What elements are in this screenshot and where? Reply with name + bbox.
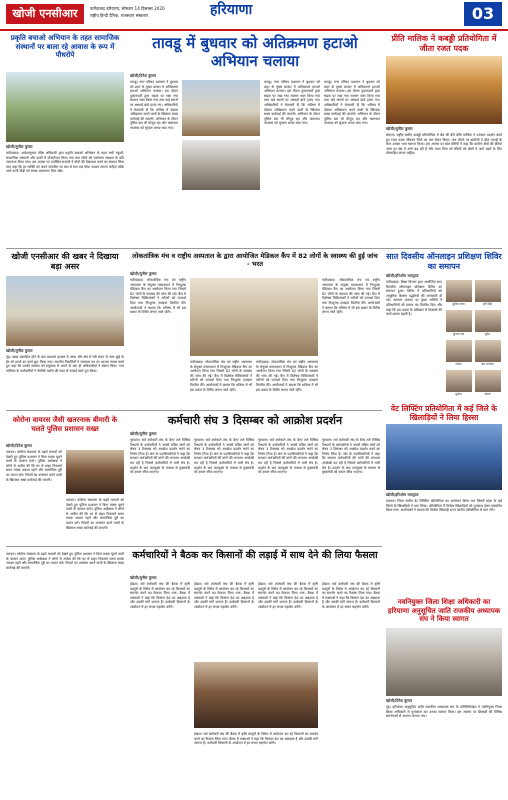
medical-camp-body-col2: फरीदाबाद। लोकतांत्रिक मंच एवं राष्ट्रीय अस्पताल के संयुक्त तत्वावधान में निःशुल्क मेडिकल कैंप का आयोजन किया गया जिसमें 82 लोगों के स्वास्थ्य की जांच की गई। कैंप में विशेषज्ञ चिकित्सकों ने मरीजों को परामर्श दिया तथा निःशुल्क दवाइयां वितरित कीं। आयोजकों ने बताया कि भविष्य में भी इस प्रकार के शिविर लगाए जाते रहेंगे।: [190, 360, 252, 392]
lead-body-col3: तावडू। नगर परिषद प्रशासन ने बुधवार को शहर के मुख्य बाजार में अतिक्रमण हटाओ अभियान चलाया। इस दौरान दुकानदारों द्वारा सड़क पर रखा गया सामान जब्त किया गया तथा कई स्थानों पर अस्थाई ढांचे हटाए गए। अधिकारियों ने चेतावनी दी कि भविष्य में दोबारा अतिक्रमण करने वालों के खिलाफ सख्त कार्रवाई की जाएगी। अभियान के दौरान पुलिस बल भी मौजूद रहा और यातायात व्यवस्था को सुचारू बनाए रखा गया।: [324, 80, 380, 126]
employees-byline: खोजी/सुनील कुमार: [130, 431, 157, 436]
covid-body-col1: पलवल। कोरोना संक्रमण के बढ़ते मामलों को देखते हुए पुलिस प्रशासन ने बिना मास्क घूमने वालों के चालान काटे। पुलिस अधीक्षक ने लोगों से अपील की कि घर से बाहर निकलते समय मास्क अवश्य पहनें और सामाजिक दूरी का पालन करें। नियमों का उल्लंघन करने वालों के खिलाफ सख्त कार्रवाई की जाएगी।: [6, 450, 62, 482]
farmers-byline: खोजी/सुनील कुमार: [130, 575, 157, 580]
vet-lifting-photo: [386, 424, 502, 490]
mid-left-headline: खोजी एनसीआर की खबर ने दिखाया बड़ा असर: [11, 252, 119, 271]
top-left-photo: [6, 72, 124, 142]
mid-left-photo: [6, 276, 124, 346]
portrait-photo: [475, 310, 501, 332]
portrait-name: राजेश: [455, 362, 462, 366]
farmers-body-col4: होडल। सर्व कर्मचारी संघ की बैठक में कृषि कानूनों के विरोध में आंदोलन कर रहे किसानों का समर्थन करने का फैसला लिया गया। बैठक में वक्ताओं ने कहा कि किसान देश का अन्नदाता है और उसकी मांगें जायज हैं। कर्मचारी किसानों के आंदोलन में हर संभव सहयोग करेंगे।: [258, 582, 318, 609]
masthead-rule: [0, 29, 508, 31]
portrait-name: सुनील राणा: [452, 302, 465, 306]
farmers-photo: [194, 662, 318, 728]
masthead-edition: राष्ट्रीय हिन्दी दैनिक, राजस्थान संस्करण: [90, 13, 149, 18]
mid-left-byline: खोजी/सुनील कुमार: [6, 348, 33, 353]
portrait-name: सुरेश: [484, 332, 491, 336]
lead-body-col1: तावडू। नगर परिषद प्रशासन ने बुधवार को शहर के मुख्य बाजार में अतिक्रमण हटाओ अभियान चलाया। इस दौरान दुकानदारों द्वारा सड़क पर रखा गया सामान जब्त किया गया तथा कई स्थानों पर अस्थाई ढांचे हटाए गए। अधिकारियों ने चेतावनी दी कि भविष्य में दोबारा अतिक्रमण करने वालों के खिलाफ सख्त कार्रवाई की जाएगी। अभियान के दौरान पुलिस बल भी मौजूद रहा और यातायात व्यवस्था को सुचारू बनाए रखा गया।: [130, 80, 178, 130]
portrait-name: मुकेश: [455, 392, 462, 396]
portrait-photo: [475, 340, 501, 362]
top-left-headline: प्रकृति बचाओ अभियान के तहत सामाजिक संस्थानों पर बाला रहे आवास के रूप में पौधरोपे: [10, 34, 120, 59]
portrait-name: जय भगवान: [481, 362, 494, 366]
covid-headline: कोरोना वायरस जैसी खतरनाक बीमारी के चलते पुलिस प्रशासन सख्त: [12, 416, 118, 433]
bottom-left-body: पलवल। कोरोना संक्रमण के बढ़ते मामलों को देखते हुए पुलिस प्रशासन ने बिना मास्क घूमने वालों के चालान काटे। पुलिस अधीक्षक ने लोगों से अपील की कि घर से बाहर निकलते समय मास्क अवश्य पहनें और सामाजिक दूरी का पालन करें। नियमों का उल्लंघन करने वालों के खिलाफ सख्त कार्रवाई की जाएगी।: [6, 552, 124, 570]
top-left-body: फरीदाबाद। आदेशानुसार वरिष्ठ अधिकारी द्वारा प्रकृति बचाओ अभियान के तहत सभी स्कूलों, सामाजिक संस्थानों और पार्कों में पौधारोपण किया गया तथा लोगों को पर्यावरण संरक्षण के प्रति जागरूक किया गया। इस अवसर पर उपस्थित सदस्यों ने पौधों की देखभाल करने का संकल्प लिया तथा कहा कि हर व्यक्ति को अपने जन्मदिन पर कम से कम एक पौधा अवश्य लगाना चाहिए ताकि आने वाली पीढ़ी को स्वच्छ वातावरण मिल सके।: [6, 151, 124, 174]
right-top-photo: [386, 56, 502, 124]
medical-camp-body-col4: फरीदाबाद। लोकतांत्रिक मंच एवं राष्ट्रीय अस्पताल के संयुक्त तत्वावधान में निःशुल्क मेडिकल कैंप का आयोजन किया गया जिसमें 82 लोगों के स्वास्थ्य की जांच की गई। कैंप में विशेषज्ञ चिकित्सकों ने मरीजों को परामर्श दिया तथा निःशुल्क दवाइयां वितरित कीं। आयोजकों ने बताया कि भविष्य में भी इस प्रकार के शिविर लगाए जाते रहेंगे।: [322, 278, 380, 315]
divider-2: [6, 410, 382, 411]
section-title: हरियाणा: [210, 2, 253, 18]
portrait-photo: [446, 310, 472, 332]
lead-body-col2: तावडू। नगर परिषद प्रशासन ने बुधवार को शहर के मुख्य बाजार में अतिक्रमण हटाओ अभियान चलाया। इस दौरान दुकानदारों द्वारा सड़क पर रखा गया सामान जब्त किया गया तथा कई स्थानों पर अस्थाई ढांचे हटाए गए। अधिकारियों ने चेतावनी दी कि भविष्य में दोबारा अतिक्रमण करने वालों के खिलाफ सख्त कार्रवाई की जाएगी। अभियान के दौरान पुलिस बल भी मौजूद रहा और यातायात व्यवस्था को सुचारू बनाए रखा गया।: [264, 80, 320, 126]
vet-lifting-body: पलवल। जिला स्तरीय वेट लिफ्टिंग प्रतियोगिता का आयोजन किया गया जिसमें प्रदेश के कई जिलों के खिलाड़ियों ने भाग लिया। प्रतियोगिता में विजेता खिलाड़ियों को पुरस्कार देकर सम्मानित किया गया। आयोजकों ने बताया कि विजेता खिलाड़ी राज्य स्तरीय प्रतियोगिता में भाग लेंगे।: [386, 499, 502, 513]
vet-lifting-byline: खोजी/हरिओम भारद्वाज: [386, 492, 419, 497]
top-left-byline: खोजी/सुनील कुमार: [6, 144, 33, 149]
mid-left-body: नूंह। खबर प्रकाशित होने के बाद प्रशासन हरकत में आया और क्षेत्र में लंबे समय से जमा कूड़े के ढेर को हटाने का कार्य शुरू किया गया। स्थानीय निवासियों ने समाचार पत्र का आभार व्यक्त करते हुए कहा कि उनकी समस्या को प्रमुखता से उठाने के बाद ही अधिकारियों ने संज्ञान लिया। नगर पालिका के कर्मचारियों ने जेसीबी मशीन की मदद से सफाई कार्य पूरा किया।: [6, 355, 124, 373]
brand-logo: खोजी एनसीआर: [6, 4, 84, 24]
right-top-headline: प्रीति मालिक ने कबड्डी प्रतियोगिता में जीता रजत पदक: [391, 34, 497, 53]
portrait-photo: [475, 370, 501, 392]
medical-camp-body-col1: फरीदाबाद। लोकतांत्रिक मंच एवं राष्ट्रीय अस्पताल के संयुक्त तत्वावधान में निःशुल्क मेडिकल कैंप का आयोजन किया गया जिसमें 82 लोगों के स्वास्थ्य की जांच की गई। कैंप में विशेषज्ञ चिकित्सकों ने मरीजों को परामर्श दिया तथा निःशुल्क दवाइयां वितरित कीं। आयोजकों ने बताया कि भविष्य में भी इस प्रकार के शिविर लगाए जाते रहेंगे।: [130, 278, 186, 315]
education-officer-body: नूंह। हरियाणा अनुसूचित जाति राजकीय अध्यापक संघ के प्रतिनिधिमंडल ने नवनियुक्त जिला शिक्षा अधिकारी से मुलाकात कर उनका स्वागत किया। इस अवसर पर शिक्षकों की विभिन्न समस्याओं से अवगत कराया गया।: [386, 705, 502, 719]
portrait-name: हरि सिंह: [483, 302, 492, 306]
employees-headline: कर्मचारी संघ 3 दिसम्बर को आक्रोश प्रदर्शन: [167, 414, 343, 427]
portrait-photo: [446, 280, 472, 302]
portrait-photo: [446, 340, 472, 362]
medical-camp-byline: खोजी/सुनील कुमार: [130, 271, 157, 276]
lead-photo-1: [182, 80, 260, 136]
training-byline: खोजी/हरिओम भारद्वाज: [386, 273, 419, 278]
portrait-name: संजय: [484, 392, 491, 396]
farmers-body-col2: होडल। सर्व कर्मचारी संघ की बैठक में कृषि कानूनों के विरोध में आंदोलन कर रहे किसानों का समर्थन करने का फैसला लिया गया। बैठक में वक्ताओं ने कहा कि किसान देश का अन्नदाता है और उसकी मांगें जायज हैं। कर्मचारी किसानों के आंदोलन में हर संभव सहयोग करेंगे।: [194, 582, 254, 609]
farmers-body-col5: होडल। सर्व कर्मचारी संघ की बैठक में कृषि कानूनों के विरोध में आंदोलन कर रहे किसानों का समर्थन करने का फैसला लिया गया। बैठक में वक्ताओं ने कहा कि किसान देश का अन्नदाता है और उसकी मांगें जायज हैं। कर्मचारी किसानों के आंदोलन में हर संभव सहयोग करेंगे।: [322, 582, 380, 609]
masthead: [0, 0, 508, 30]
lead-photo-2: [182, 140, 260, 190]
covid-photo: [66, 450, 124, 494]
farmers-headline: कर्मचारियों ने बैठक कर किसानों की लड़ाई में साथ देने की लिया फैसला: [132, 550, 378, 561]
portrait-name: सुभाष चंद: [452, 332, 465, 336]
divider-1: [6, 248, 502, 249]
employees-body-col1: गुरुग्राम। सर्व कर्मचारी संघ के बैनर तले विभिन्न विभागों के कर्मचारियों ने अपनी लंबित मांगों को लेकर 3 दिसम्बर को आक्रोश प्रदर्शन करने का निर्णय लिया है। संघ के पदाधिकारियों ने कहा कि सरकार कर्मचारियों की मांगों की लगातार अनदेखी कर रही है जिससे कर्मचारियों में भारी रोष है। प्रदर्शन के बाद उपायुक्त के माध्यम से मुख्यमंत्री को ज्ञापन सौंपा जाएगा।: [130, 438, 190, 475]
right-top-byline: खोजी/सुनील कुमार: [386, 126, 413, 131]
farmers-body-col1: होडल। सर्व कर्मचारी संघ की बैठक में कृषि कानूनों के विरोध में आंदोलन कर रहे किसानों का समर्थन करने का फैसला लिया गया। बैठक में वक्ताओं ने कहा कि किसान देश का अन्नदाता है और उसकी मांगें जायज हैं। कर्मचारी किसानों के आंदोलन में हर संभव सहयोग करेंगे।: [130, 582, 190, 609]
education-officer-photo: [386, 628, 502, 696]
farmers-body-col3: होडल। सर्व कर्मचारी संघ की बैठक में कृषि कानूनों के विरोध में आंदोलन कर रहे किसानों का समर्थन करने का फैसला लिया गया। बैठक में वक्ताओं ने कहा कि किसान देश का अन्नदाता है और उसकी मांगें जायज हैं। कर्मचारी किसानों के आंदोलन में हर संभव सहयोग करेंगे।: [194, 732, 318, 746]
medical-camp-headline: लोकतांत्रिक मंच व राष्ट्रीय अस्पताल के द्वारा आयोजित मेडिकल कैंप में 82 लोगों के स्वास्थ्य की हुई जांच - भरत: [132, 252, 378, 268]
education-officer-headline: नवनियुक्त जिला शिक्षा अधिकारी का हरियाणा अनुसूचित जाति राजकीय अध्यापक संघ ने किया स्वागत: [387, 598, 501, 623]
lead-headline: तावडू में बुधवार को अतिक्रमण हटाओ अभियान चलाया: [152, 34, 358, 70]
covid-body-col2: पलवल। कोरोना संक्रमण के बढ़ते मामलों को देखते हुए पुलिस प्रशासन ने बिना मास्क घूमने वालों के चालान काटे। पुलिस अधीक्षक ने लोगों से अपील की कि घर से बाहर निकलते समय मास्क अवश्य पहनें और सामाजिक दूरी का पालन करें। नियमों का उल्लंघन करने वालों के खिलाफ सख्त कार्रवाई की जाएगी।: [66, 498, 124, 530]
lead-byline: खोजी/दिनेश कुमार: [130, 73, 157, 78]
training-body: फरीदाबाद। शिक्षा विभाग द्वारा आयोजित सात दिवसीय ऑनलाइन प्रशिक्षण शिविर का समापन हुआ। शिविर में प्रतिभागियों को आधुनिक शिक्षण पद्धतियों की जानकारी दी गई। समापन अवसर पर मुख्य अतिथि ने प्रतिभागियों को प्रमाण पत्र वितरित किए और कहा कि इस प्रकार के प्रशिक्षण से शिक्षकों की कार्य क्षमता बढ़ती है।: [386, 280, 442, 317]
page-number: 03: [464, 2, 502, 26]
employees-body-col3: गुरुग्राम। सर्व कर्मचारी संघ के बैनर तले विभिन्न विभागों के कर्मचारियों ने अपनी लंबित मांगों को लेकर 3 दिसम्बर को आक्रोश प्रदर्शन करने का निर्णय लिया है। संघ के पदाधिकारियों ने कहा कि सरकार कर्मचारियों की मांगों की लगातार अनदेखी कर रही है जिससे कर्मचारियों में भारी रोष है। प्रदर्शन के बाद उपायुक्त के माध्यम से मुख्यमंत्री को ज्ञापन सौंपा जाएगा।: [258, 438, 318, 475]
masthead-date: फरीदाबाद हरियाणा, सोमवार 14 दिसम्बर 2020: [90, 6, 165, 11]
portrait-photo: [446, 370, 472, 392]
portrait-photo: [475, 280, 501, 302]
right-top-body: सोहना। राष्ट्रीय स्तरीय कबड्डी प्रतियोगिता में क्षेत्र की बेटी प्रीति मालिक ने शानदार प्रदर्शन करते हुए रजत पदक जीतकर जिले का नाम रोशन किया। गांव लौटने पर ग्रामीणों ने ढोल नगाड़ों के साथ उसका भव्य स्वागत किया। इस अवसर पर खेल प्रेमियों ने कहा कि ग्रामीण क्षेत्रों की बेटियां आज हर क्षेत्र में आगे बढ़ रही हैं और माता पिता को बेटियों को खेलों में आगे बढ़ने के लिए प्रोत्साहित करना चाहिए।: [386, 133, 502, 156]
covid-byline: खोजी/दिनेश कुमार: [6, 443, 33, 448]
vet-lifting-headline: वेट लिफ्टिंग प्रतियोगिता में कई जिले के खिलाड़ियों ने लिया हिस्सा: [390, 404, 498, 422]
training-headline: सात दिवसीय ऑनलाइन प्रशिक्षण शिविर का समापन: [386, 252, 502, 271]
education-officer-byline: खोजी/दिनेश कुमार: [386, 698, 413, 703]
employees-body-col4: गुरुग्राम। सर्व कर्मचारी संघ के बैनर तले विभिन्न विभागों के कर्मचारियों ने अपनी लंबित मांगों को लेकर 3 दिसम्बर को आक्रोश प्रदर्शन करने का निर्णय लिया है। संघ के पदाधिकारियों ने कहा कि सरकार कर्मचारियों की मांगों की लगातार अनदेखी कर रही है जिससे कर्मचारियों में भारी रोष है। प्रदर्शन के बाद उपायुक्त के माध्यम से मुख्यमंत्री को ज्ञापन सौंपा जाएगा।: [322, 438, 380, 475]
medical-camp-photo: [190, 278, 318, 356]
employees-body-col2: गुरुग्राम। सर्व कर्मचारी संघ के बैनर तले विभिन्न विभागों के कर्मचारियों ने अपनी लंबित मांगों को लेकर 3 दिसम्बर को आक्रोश प्रदर्शन करने का निर्णय लिया है। संघ के पदाधिकारियों ने कहा कि सरकार कर्मचारियों की मांगों की लगातार अनदेखी कर रही है जिससे कर्मचारियों में भारी रोष है। प्रदर्शन के बाद उपायुक्त के माध्यम से मुख्यमंत्री को ज्ञापन सौंपा जाएगा।: [194, 438, 254, 475]
divider-3: [6, 546, 382, 547]
medical-camp-body-col3: फरीदाबाद। लोकतांत्रिक मंच एवं राष्ट्रीय अस्पताल के संयुक्त तत्वावधान में निःशुल्क मेडिकल कैंप का आयोजन किया गया जिसमें 82 लोगों के स्वास्थ्य की जांच की गई। कैंप में विशेषज्ञ चिकित्सकों ने मरीजों को परामर्श दिया तथा निःशुल्क दवाइयां वितरित कीं। आयोजकों ने बताया कि भविष्य में भी इस प्रकार के शिविर लगाए जाते रहेंगे।: [256, 360, 318, 392]
